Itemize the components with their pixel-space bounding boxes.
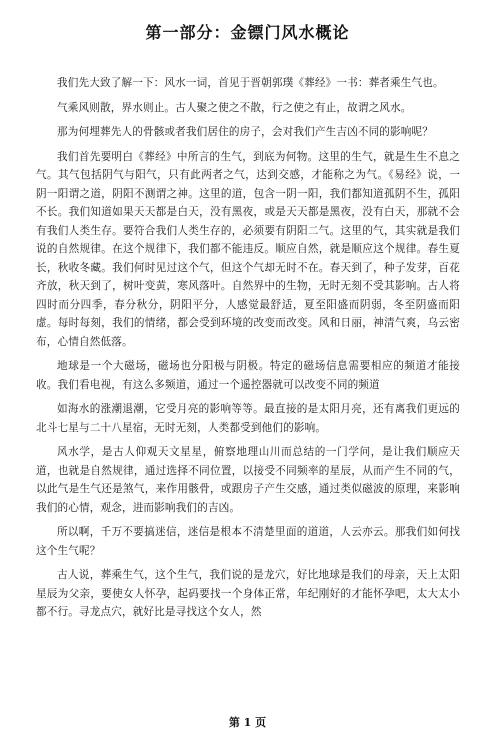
paragraph-8: 所以啊，千万不要搞迷信，迷信是根本不清楚里面的道道，人云亦云。那我们如何找这个生气呢？ xyxy=(36,526,460,557)
paragraph-7: 风水学，是古人仰观天文星星，俯察地理山川而总结的一门学问，是让我们顺应天道，也就是自然规律，通过选择不同位置，以接受不同频率的星辰，从而产生不同的气，以此气是生气还是煞气，来作用骸骨，或跟房子产生交感，通过类似磁波的原理，来影响我们的心情，观念，进而影响我们的吉凶。 xyxy=(36,446,460,514)
paragraph-4: 我们首先要明白《葬经》中所言的生气，到底为何物。这里的生气，就是生生不息之气。其气包括阴气与阳气，只有此两者之气，达到交感，才能称之为气。《易经》说，一阴一阳谓之道，阴阳不测谓之神。这里的道，包含一阴一阳，我们都知道孤阴不生，孤阳不长。我们知道如果天天都是白天，没有黑夜，或是天天都是黑夜，没有白天，那就不会有我们人类生存。要符合我们人类生存的，必须要有阴阳二气。这里的气，其实就是我们说的自然规律。在这个规律下，我们都不能违反。顺应自然，就是顺应这个规律。春生夏长，秋收冬藏。我们何时见过这个气，但这个气却无时不在。春天到了，种子发芽，百花齐放，秋天到了，树叶变黄，寒风落叶。自然界中的生物，无时无刻不受其影响。古人将四时而分四季，春分秋分，阴阳平分，人感觉最舒适，夏至阳盛而阴弱，冬至阴盛而阳虚。每时每刻，我们的情绪，都会受到环境的改变而改变。风和日丽，神清气爽，乌云密布，心情自然低落。 xyxy=(36,150,460,348)
page-title: 第一部分：金镖门风水概论 xyxy=(145,23,350,42)
paragraph-2: 气乘风则散，界水则止。古人聚之使之不散，行之使之有止，故谓之风水。 xyxy=(57,101,412,114)
paragraph-6: 如海水的涨潮退潮，它受月亮的影响等等。最直接的是太阳月亮，还有离我们更远的北斗七星与二十八星宿，无时无刻，人类都受到他们的影响。 xyxy=(36,403,460,434)
paragraph-9: 古人说，葬乘生气，这个生气，我们说的是龙穴，好比地球是我们的母亲，天上太阳星辰为父亲，要使女人怀孕，起码要找一个身体正常，年纪刚好的才能怀孕吧，太大太小都不行。寻龙点穴，就好比是寻找这个女人，然 xyxy=(36,569,460,618)
paragraph-3: 那为何埋葬先人的骨骸或者我们居住的房子，会对我们产生吉凶不同的影响呢？ xyxy=(57,126,434,138)
page-number: 第 1 页 xyxy=(228,716,267,729)
paragraph-5: 地球是一个大磁场，磁场也分阳极与阴极。特定的磁场信息需要相应的频道才能接收。我们看电视，有这么多频道，通过一个遥控器就可以改变不同的频道 xyxy=(36,360,460,391)
paragraph-1: 我们先大致了解一下：风水一词，首见于晋朝郭璞《葬经》一书：葬者乘生气也。 xyxy=(57,77,444,89)
document-body xyxy=(36,74,460,628)
